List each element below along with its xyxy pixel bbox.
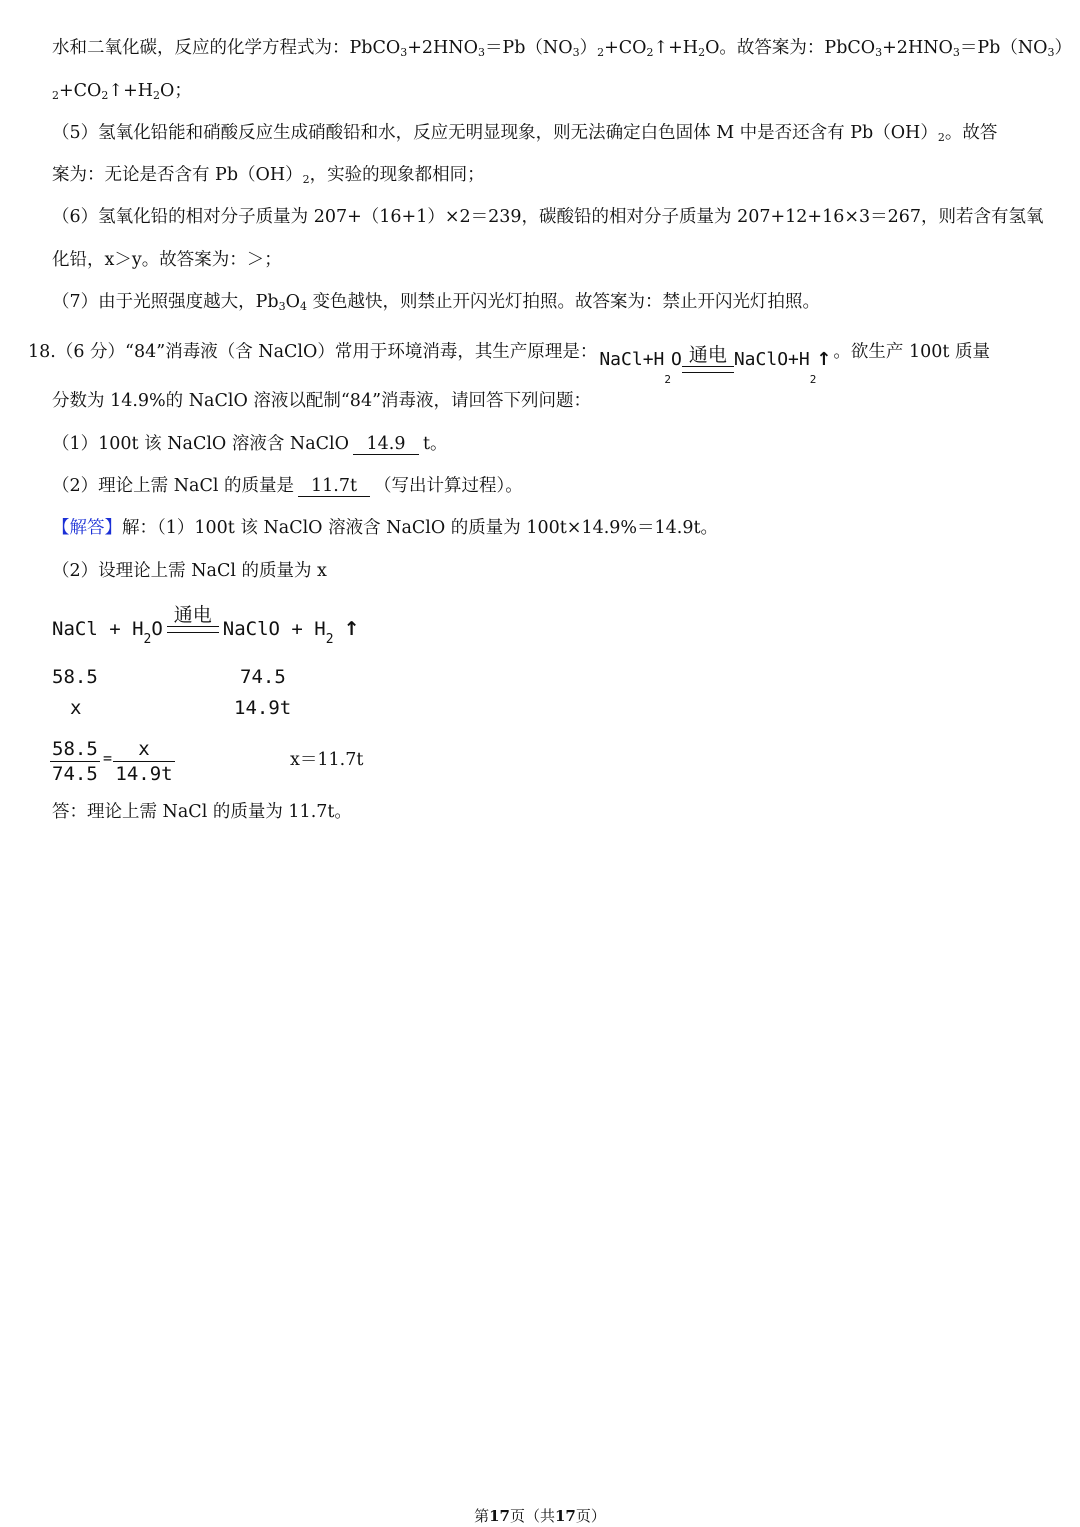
unknown-x: x [70,697,82,719]
answer-blank-2: 11.7t [298,476,370,497]
text-line-6: 化铅，x＞y。故答案为：＞； [52,250,282,270]
question-18-part-1: （1）100t 该 NaClO 溶液含 NaClO 14.9 t。 [52,434,448,454]
page-footer: 第17页（共17页） [474,1507,606,1525]
text-line-7: （7）由于光照强度越大，$Pb_3O_4$ 变色越快，则禁止开闪光灯拍照。故答案为：禁止开闪光灯拍照。 [52,292,821,313]
result-x: x＝11.7t [290,750,364,770]
question-18-line-2: 分数为 14.9%的 NaClO 溶液以配制“84”消毒液，请回答下列问题： [52,391,592,411]
inline-equation: NaCl+H 2 O 通电 NaClO+H 2 ↑ [599,340,831,380]
solution-line-1: 【解答】解：（1）100t 该 NaClO 溶液含 NaClO 的质量为 100t×14.9%＝14.9t。 [52,518,719,538]
molar-mass-naclo: 74.5 [240,666,286,688]
question-18-part-2: （2）理论上需 NaCl 的质量是 11.7t （写出计算过程）。 [52,476,523,496]
solution-line-2: （2）设理论上需 NaCl 的质量为 x [52,561,327,581]
text-line-3: （5）氢氧化铅能和硝酸反应生成硝酸铅和水，反应无明显现象，则无法确定白色固体 M 中是否还含有 $Pb(OH)_2$。故答 [52,123,998,144]
answer-blank-1: 14.9 [353,434,419,455]
molar-mass-nacl: 58.5 [52,666,98,688]
gas-up-arrow-icon-2: ↑ [343,618,360,640]
double-bar-2 [167,626,219,633]
text-line-5: （6）氢氧化铅的相对分子质量为 207+（16+1）×2＝239，碳酸铅的相对分子质量为 207+12+16×3＝267，则若含有氢氧 [52,207,1044,227]
fraction-1: 58.5 74.5 [52,738,98,785]
text-line-1: 水和二氧化碳，反应的化学方程式为：$PbCO_3+2HNO_3=Pb(NO_3)_2+CO_2↑+H_2O$。故答案为：$PbCO_3+2HNO_3=Pb(NO_3)$ [52,38,1072,59]
text-line-4: 案为：无论是否含有 $Pb(OH)_2$，实验的现象都相同； [52,165,485,186]
gas-up-arrow-icon: ↑ [816,349,832,370]
electrolysis-condition-2: 通电 [173,604,212,626]
text-line-2: $_2+CO_2↑+H_2O$； [52,81,192,102]
double-bar [682,366,734,373]
equals-sign: = [103,749,113,767]
question-18-line-1: 18.（6 分）“84”消毒液（含 NaClO）常用于环境消毒，其生产原理是： NaCl+H 2 O 通电 NaClO+H 2 ↑ 。欲生产 100t 质量 [28,342,990,386]
mass-naclo: 14.9t [234,697,292,719]
electrolysis-condition: 通电 [688,344,727,366]
fraction-2: x 14.9t [113,737,175,786]
calc-equation: NaCl + H 2 O 通电 NaClO + H 2 ↑ [52,604,360,647]
final-answer: 答：理论上需 NaCl 的质量为 11.7t。 [52,802,352,822]
solution-tag: 【解答】 [52,518,122,538]
